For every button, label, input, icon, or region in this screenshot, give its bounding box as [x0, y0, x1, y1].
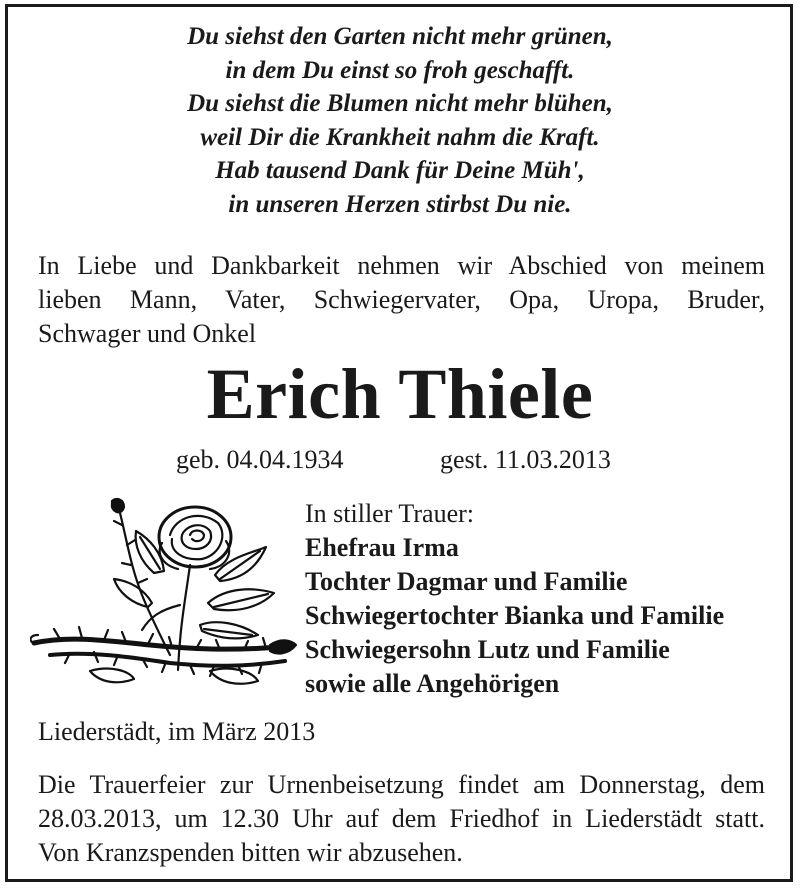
mourner-entry: sowie alle Angehörigen — [305, 669, 560, 698]
service-line: 28.03.2013, um 12.30 Uhr auf dem Friedhof in Liederstädt statt. — [38, 804, 765, 833]
mourners-heading: In stiller Trauer: — [305, 499, 474, 528]
poem-line: Hab tausend Dank für Deine Müh', — [215, 157, 585, 185]
poem-line: in unseren Herzen stirbst Du nie. — [228, 190, 572, 218]
farewell-text — [38, 249, 765, 351]
poem-line: weil Dir die Krankheit nahm die Kraft. — [200, 123, 600, 151]
farewell-line: Schwager und Onkel — [38, 319, 257, 348]
farewell-line: lieben Mann, Vater, Schwiegervater, Opa, Uropa, Bruder, — [38, 285, 765, 314]
poem-line: in dem Du einst so froh geschafft. — [225, 56, 575, 84]
poem — [0, 20, 800, 222]
rose-icon — [30, 495, 300, 690]
service-line: Von Kranzspenden bitten wir abzusehen. — [38, 838, 463, 867]
deceased-name: Erich Thiele — [206, 354, 594, 434]
mourner-entry: Tochter Dagmar und Familie — [305, 567, 628, 596]
poem-line: Du siehst die Blumen nicht mehr blühen, — [187, 90, 613, 118]
death-date: gest. 11.03.2013 — [440, 445, 611, 474]
mourner-entry: Ehefrau Irma — [305, 533, 459, 562]
farewell-line: In Liebe und Dankbarkeit nehmen wir Abschied von meinem — [38, 251, 765, 280]
place-date: Liederstädt, im März 2013 — [38, 717, 316, 746]
mourner-entry: Schwiegertochter Bianka und Familie — [305, 601, 725, 630]
mourners-block — [305, 497, 724, 701]
service-info — [38, 768, 765, 870]
mourner-entry: Schwiegersohn Lutz und Familie — [305, 635, 670, 664]
birth-date: geb. 04.04.1934 — [176, 445, 344, 474]
service-line: Die Trauerfeier zur Urnenbeisetzung findet am Donnerstag, dem — [38, 770, 765, 799]
poem-line: Du siehst den Garten nicht mehr grünen, — [187, 23, 613, 50]
